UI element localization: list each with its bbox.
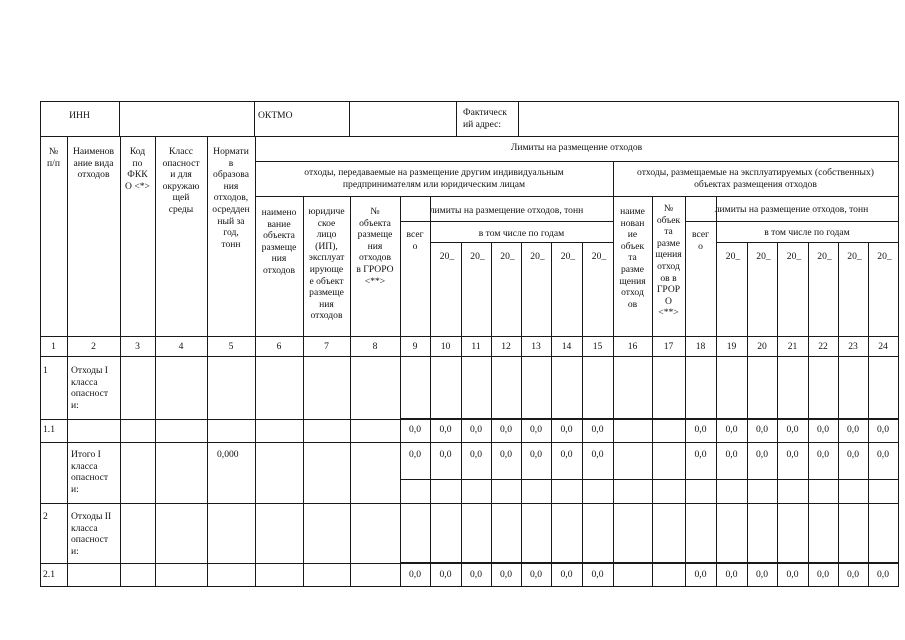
column-number: 7 (324, 341, 329, 352)
grid-line (868, 242, 869, 587)
grid-line (838, 242, 839, 587)
row-value: 0,0 (500, 569, 512, 580)
column-number: 19 (726, 341, 737, 352)
grid-line (430, 242, 614, 243)
grid-line (255, 196, 899, 197)
year-header: 20_ (877, 251, 892, 262)
grid-line (67, 136, 68, 587)
row-value: 0,0 (409, 424, 421, 435)
column-number: 11 (471, 341, 481, 352)
row-value: 0,0 (530, 424, 542, 435)
row-value: 0,0 (786, 424, 799, 435)
row-value: 0,0 (725, 569, 738, 580)
row-value: 0,0 (470, 449, 482, 460)
row-value: 0,0 (725, 449, 738, 460)
grid-line (349, 101, 350, 137)
grid-line (254, 101, 255, 137)
grid-line (521, 242, 522, 587)
row-value: 0,0 (756, 569, 768, 580)
row-number: 1.1 (43, 424, 55, 435)
col-legal-entity: юридиче ское лицо (ИП), эксплуат ирующе е объект размеще ния отходов (308, 206, 345, 322)
row-value: 0,0 (470, 424, 482, 435)
col-by-years-b: в том числе по годам (764, 227, 850, 238)
grid-line (40, 101, 899, 102)
col-object-num-a: № объекта размеще ния отходов в ГРОРО <**> (356, 206, 394, 287)
address-label: Фактическ ий адрес: (463, 107, 507, 130)
row-value: 0,0 (877, 424, 889, 435)
column-number: 14 (561, 341, 572, 352)
col-transferred-title: отходы, передаваемые на размещение другим индивидуальным предпринимателям или юридическим лицам (304, 167, 564, 190)
column-number: 13 (531, 341, 541, 352)
column-number: 4 (178, 341, 184, 352)
row-value: 0,0 (560, 569, 573, 580)
grid-line (491, 242, 492, 587)
grid-line (40, 442, 899, 443)
row-value: 0,0 (591, 424, 604, 435)
grid-line (255, 161, 899, 162)
column-number: 20 (757, 341, 767, 352)
year-header: 20_ (725, 251, 741, 262)
row-value: 0,0 (847, 449, 859, 460)
row-value: 0,0 (470, 569, 482, 580)
grid-line (400, 196, 401, 587)
col-total-b: всег о (691, 229, 710, 252)
col-num: № п/п (47, 146, 60, 169)
row-waste-name: Итого I класса опасност и: (71, 449, 109, 495)
year-header: 20_ (786, 251, 802, 262)
col-object-name-b: наиме нован ие объек та разме щения отход ов (619, 206, 646, 310)
column-number: 21 (787, 341, 798, 352)
grid-line (456, 101, 457, 137)
grid-line (120, 136, 121, 587)
column-number: 15 (592, 341, 603, 352)
oktmo-label: ОКТМО (258, 110, 293, 121)
column-number: 5 (228, 341, 234, 352)
column-number: 12 (501, 341, 511, 352)
grid-line (808, 242, 809, 587)
year-header: 20_ (591, 251, 607, 262)
column-number: 22 (818, 341, 828, 352)
row-value: 0,0 (817, 569, 829, 580)
grid-line (119, 101, 120, 137)
col-own-title: отходы, размещаемые на эксплуатируемых (собственных) объектах размещения отходов (637, 167, 874, 190)
column-number: 1 (51, 341, 56, 352)
year-header: 20_ (439, 251, 455, 262)
column-number: 10 (440, 341, 451, 352)
col-waste-name: Наименов ание вида отходов (72, 146, 115, 181)
row-value: 0,0 (847, 569, 859, 580)
grid-line (40, 356, 899, 357)
row-number: 1 (43, 365, 48, 376)
grid-line (400, 479, 899, 480)
grid-line (747, 242, 748, 587)
grid-line (255, 136, 256, 587)
col-norm: Нормати в образова ния отходов, осредден ный за год, тонн (212, 146, 250, 250)
row-value: 0,0 (530, 569, 542, 580)
grid-line (685, 196, 686, 587)
row-value: 0,0 (409, 449, 421, 460)
year-header: 20_ (500, 251, 515, 262)
col-limits-tons-b: лимиты на размещение отходов, тонн (714, 204, 869, 215)
row-value: 0,0 (530, 449, 542, 460)
year-header: 20_ (817, 251, 832, 262)
row-waste-name: Отходы II класса опасност и: (71, 511, 112, 557)
col-by-years-a: в том числе по годам (478, 228, 565, 239)
year-header: 20_ (847, 251, 862, 262)
year-header: 20_ (470, 251, 485, 262)
grid-line (40, 419, 899, 420)
column-number: 6 (276, 341, 282, 352)
year-header: 20_ (560, 251, 576, 262)
grid-line (898, 101, 899, 137)
grid-line (898, 136, 899, 587)
grid-line (40, 586, 899, 587)
column-number: 16 (627, 341, 638, 352)
column-number: 23 (848, 341, 858, 352)
column-number: 9 (412, 341, 418, 352)
row-waste-name: Отходы I класса опасност и: (71, 365, 109, 411)
col-limits-tons-a: лимиты на размещение отходов, тонн (429, 205, 584, 216)
year-header: 20_ (756, 251, 771, 262)
grid-line (400, 221, 614, 222)
row-value: 0,0 (409, 569, 421, 580)
inn-label: ИНН (69, 110, 90, 121)
row-value: 0,0 (591, 569, 604, 580)
row-value: 0,0 (560, 449, 573, 460)
grid-line (716, 196, 717, 587)
row-value: 0,0 (877, 569, 889, 580)
col-object-name-a: наимено вание объекта размеще ния отходов (261, 207, 297, 276)
grid-line (582, 242, 583, 587)
row-number: 2.1 (43, 569, 55, 580)
column-number: 17 (663, 341, 674, 352)
grid-line (40, 136, 41, 587)
col-hazard-class: Класс опасност и для окружаю щей среды (162, 146, 200, 215)
row-value: 0,0 (786, 449, 799, 460)
row-value: 0,0 (756, 424, 768, 435)
year-header: 20_ (530, 251, 545, 262)
col-limits-title: Лимиты на размещение отходов (510, 142, 643, 153)
row-value: 0,0 (560, 424, 573, 435)
grid-line (461, 242, 462, 587)
row-value: 0,0 (500, 449, 512, 460)
row-number: 2 (43, 511, 48, 522)
grid-line (551, 242, 552, 587)
row-value: 0,0 (877, 449, 889, 460)
column-number: 3 (135, 341, 140, 352)
row-value: 0,0 (694, 449, 707, 460)
grid-line (40, 336, 899, 337)
row-value: 0,0 (817, 424, 829, 435)
grid-line (777, 242, 778, 587)
column-number: 2 (91, 341, 96, 352)
row-value: 0,0 (694, 424, 707, 435)
row-value: 0,0 (591, 449, 604, 460)
grid-line (40, 136, 899, 137)
row-value: 0,0 (439, 424, 452, 435)
column-number: 24 (878, 341, 888, 352)
column-number: 18 (695, 341, 706, 352)
row-value: 0,0 (847, 424, 859, 435)
row-value: 0,0 (786, 569, 799, 580)
row-value: 0,0 (817, 449, 829, 460)
row-value: 0,0 (756, 449, 768, 460)
row-value: 0,0 (439, 569, 452, 580)
col-total-a: всег о (406, 229, 424, 252)
col-object-num-b: № объек та разме щения отход ов в ГРОР О <**> (655, 203, 682, 319)
col-fkko-code: Код по ФКК О <*> (125, 146, 150, 192)
grid-line (40, 503, 899, 504)
grid-line (430, 196, 431, 587)
row-value: 0,0 (694, 569, 707, 580)
grid-line (685, 221, 899, 222)
row-value: 0,0 (725, 424, 738, 435)
column-number: 8 (372, 341, 378, 352)
grid-line (40, 563, 899, 564)
row-value: 0,0 (500, 424, 512, 435)
row-value: 0,0 (439, 449, 452, 460)
row-norm: 0,000 (217, 449, 239, 460)
